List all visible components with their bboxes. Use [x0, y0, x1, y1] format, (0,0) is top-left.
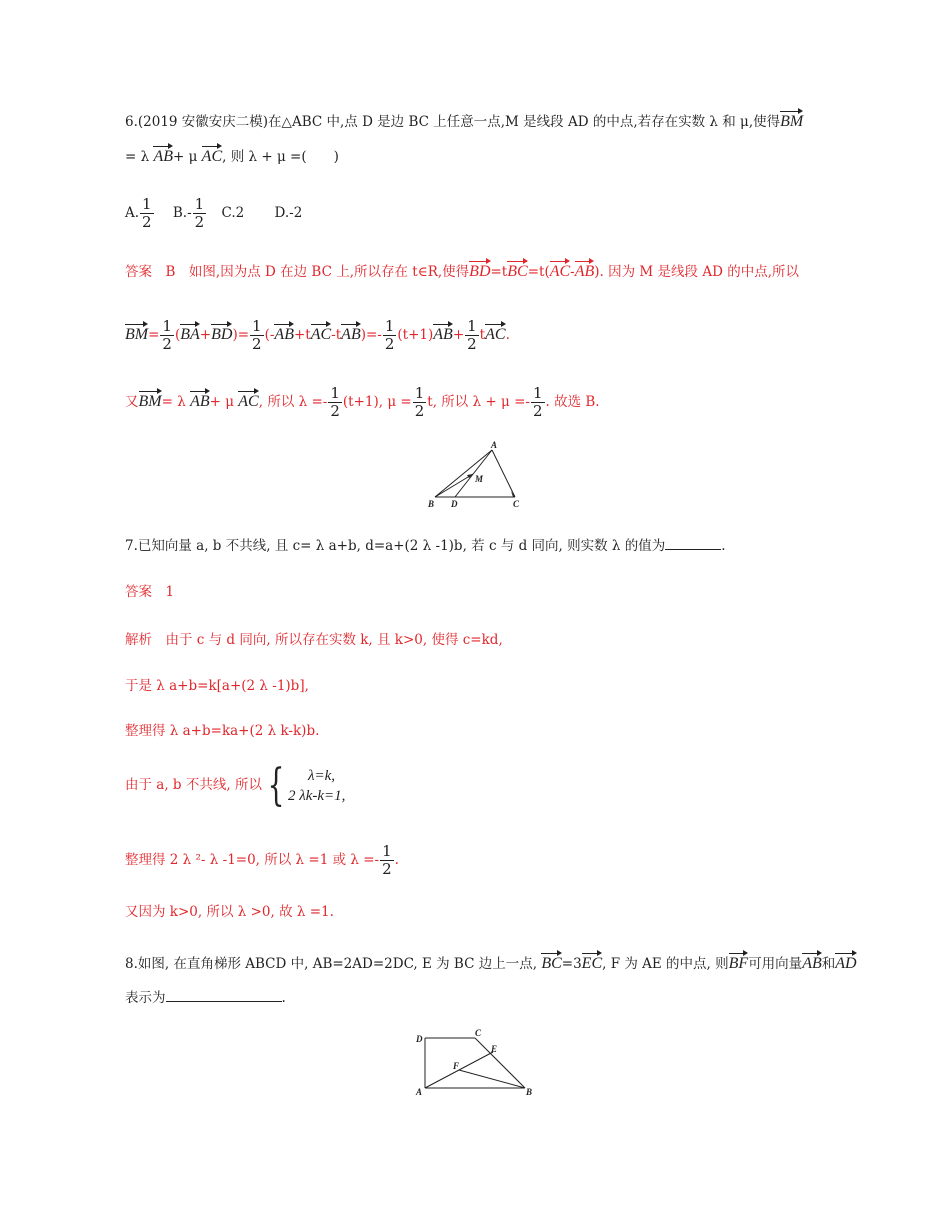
label-d: D — [416, 1034, 423, 1044]
label-a: A — [416, 1087, 423, 1097]
q8-stem-line2: 表示为 . — [125, 990, 286, 1006]
q7-sol-line5: 整理得 2 λ ²- λ -1=0, 所以 λ =1 或 λ =- $\frac{1}{2}$ . — [125, 842, 399, 878]
q7-sol-line2: 于是 λ a+b=k[a+(2 λ -1)b], — [125, 678, 309, 694]
trapezoid-figure — [413, 1028, 538, 1098]
vector-ac: AC — [202, 143, 222, 167]
q7-stem: 7.已知向量 a, b 不共线, 且 c= λ a+b, d=a+(2 λ -1)b, 若 c 与 d 同向, 则实数 λ 的值为 . — [125, 538, 726, 554]
q7-sol-line6: 又因为 k>0, 所以 λ >0, 故 λ =1. — [125, 904, 334, 920]
label-c: C — [513, 499, 520, 509]
vector-bc: BC — [541, 950, 561, 974]
vector-bc: BC — [507, 258, 527, 282]
vector-bd: BD — [211, 321, 232, 345]
label-b: B — [526, 1087, 533, 1097]
vector-ad: AD — [835, 950, 856, 974]
vector-ba: BA — [180, 321, 200, 345]
q7-sol-line4: 由于 a, b 不共线, 所以 { λ=k, 2 λk-k=1, — [125, 759, 346, 811]
vector-ac: AC — [238, 388, 258, 412]
label-a: A — [491, 440, 498, 450]
q8-stem-line1: 8.如图, 在直角梯形 ABCD 中, AB=2AD=2DC, E 为 BC 边上一点, BC=3EC, F 为 AE 的中点, 则BF可用向量AB和AD — [125, 950, 857, 974]
label-c: C — [475, 1028, 482, 1038]
q7-sol-line3: 整理得 λ a+b=ka+(2 λ k-k)b. — [125, 723, 320, 739]
vector-bm: BM — [139, 388, 162, 412]
q6-answer-line3: 又BM= λ AB+ μ AC, 所以 λ =- $\frac{1}{2}$ (t+1), μ = $\frac{1}{2}$ t, 所以 λ + μ =- $\frac{1}{2}$ . 故选 B. — [125, 384, 600, 420]
vector-ab: AB — [433, 321, 453, 345]
vector-ac: AC — [550, 258, 570, 282]
vector-ab: AB — [802, 950, 822, 974]
q6-stem-line1: 6.(2019 安徽安庆二模)在△ABC 中,点 D 是边 BC 上任意一点,M 是线段 AD 的中点,若存在实数 λ 和 μ,使得BM — [125, 108, 803, 132]
vector-ac: AC — [485, 321, 505, 345]
label-d: D — [451, 499, 458, 509]
vector-ac: AC — [311, 321, 331, 345]
q7-answer: 答案 1 — [125, 584, 175, 600]
vector-ab: AB — [341, 321, 361, 345]
fraction-half: $\frac{1}{2}$ — [142, 195, 152, 231]
vector-ab: AB — [190, 388, 210, 412]
vector-bd: BD — [469, 258, 490, 282]
q7-sol-line1: 解析 由于 c 与 d 同向, 所以存在实数 k, 且 k>0, 使得 c=kd, — [125, 632, 503, 648]
q6-options: A. $\frac{1}{2}$ B.- $\frac{1}{2}$ C.2 D.-2 — [125, 195, 303, 231]
label-m: M — [475, 474, 484, 484]
vector-bm: BM — [125, 321, 148, 345]
vector-bf: BF — [729, 950, 749, 974]
q6-answer-line2: BM= $\frac{1}{2}$ (BA+BD)= $\frac{1}{2}$ (-AB+tAC-tAB)=- $\frac{1}{2}$ (t+1)AB+ $\frac{1}{2}$ tAC. — [125, 317, 510, 353]
label-b: B — [428, 499, 435, 509]
answer-blank — [665, 537, 721, 550]
vector-ab: AB — [575, 258, 595, 282]
vector-ec: EC — [582, 950, 602, 974]
vector-ab: AB — [153, 143, 173, 167]
answer-blank — [166, 989, 282, 1002]
fraction-half: $\frac{1}{2}$ — [194, 195, 205, 231]
triangle-figure — [425, 440, 525, 512]
q6-stem-line2: = λ AB+ μ AC, 则 λ + μ =( ) — [125, 143, 339, 167]
vector-ab: AB — [274, 321, 294, 345]
label-e: E — [491, 1044, 498, 1054]
q6-answer-line1: 答案 B 如图,因为点 D 在边 BC 上,所以存在 t∈R,使得BD=tBC=t(AC-AB). 因为 M 是线段 AD 的中点,所以 — [125, 258, 799, 282]
equation-system: { λ=k, 2 λk-k=1, — [267, 759, 346, 811]
vector-bm: BM — [780, 108, 803, 132]
label-f: F — [453, 1061, 460, 1071]
